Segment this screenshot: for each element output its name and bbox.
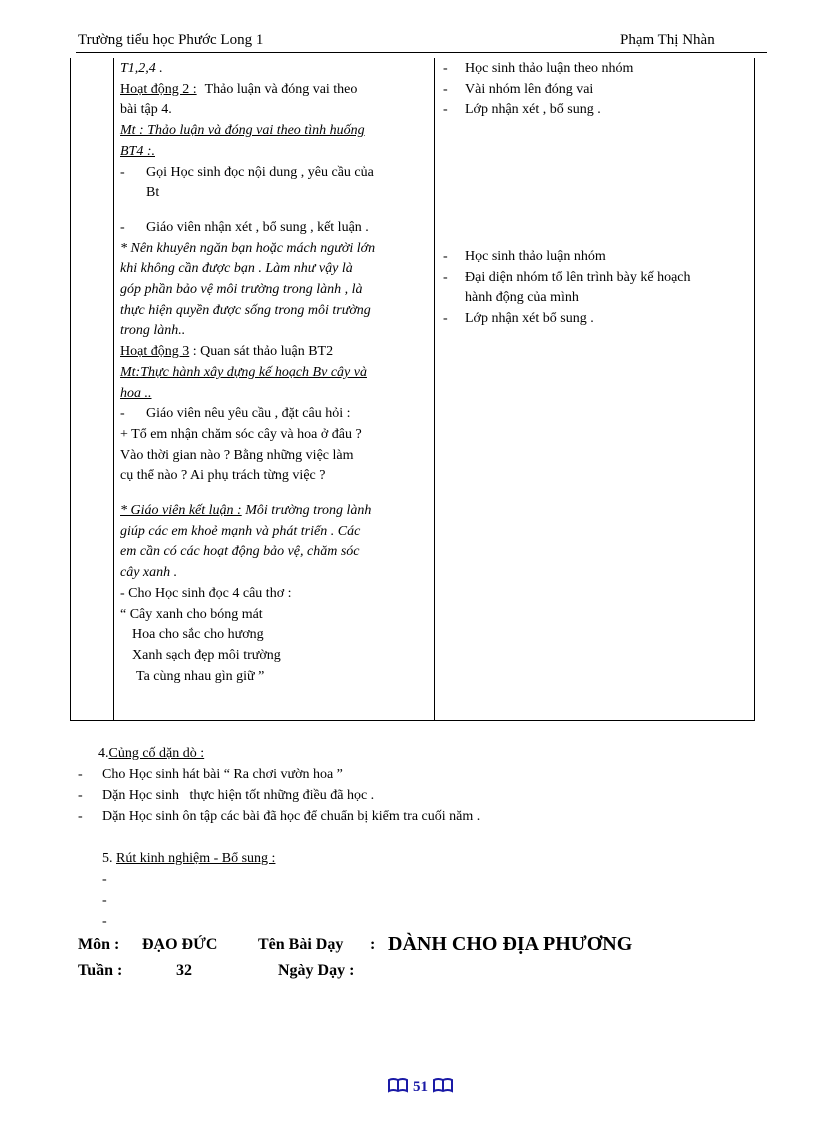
header-rule <box>76 52 767 53</box>
objective-line: BT4 :. <box>120 143 155 159</box>
page-number: 51 <box>413 1079 428 1095</box>
book-icon <box>433 1077 453 1098</box>
text-line: em cần có các hoạt động bảo vệ, chăm sóc <box>120 544 360 560</box>
lesson-label: Tên Bài Dạy <box>258 936 344 953</box>
text-line: thực hiện quyền được sống trong môi trường <box>120 302 371 318</box>
text-line: Vào thời gian nào ? Bằng những việc làm <box>120 447 354 463</box>
activity-2-heading: Hoạt động 2 : Thảo luận và đóng vai theo <box>120 81 358 97</box>
list-item: - Cho Học sinh hát bài “ Ra chơi vườn hoa ” <box>78 767 343 782</box>
poem-line: Ta cùng nhau gìn giữ ” <box>136 668 265 684</box>
week-value: 32 <box>176 962 192 979</box>
list-item: - Học sinh thảo luận theo nhóm <box>443 61 634 76</box>
section-4-title: 4.Củng cố dặn dò : <box>98 746 205 761</box>
subject-value: ĐẠO ĐỨC <box>142 936 218 953</box>
text-line: khi không cần được bạn . Làm như vậy là <box>120 261 353 277</box>
subject-label: Môn : <box>78 936 120 953</box>
blank-dash: - <box>102 893 107 908</box>
lesson-title: DÀNH CHO ĐỊA PHƯƠNG <box>388 933 633 955</box>
list-item: - Học sinh thảo luận nhóm <box>443 249 606 264</box>
section-4-list <box>78 764 758 827</box>
activity-3-heading: Hoạt động 3 : Quan sát thảo luận BT2 <box>120 344 334 360</box>
student-activities <box>443 59 750 121</box>
list-item: - Lớp nhận xét , bổ sung . <box>443 102 601 118</box>
list-item: - Vài nhóm lên đóng vai <box>443 81 594 97</box>
book-icon <box>388 1077 408 1098</box>
list-item: - Lớp nhận xét bổ sung . <box>443 311 594 327</box>
header-teacher: Phạm Thị Nhàn <box>620 32 715 48</box>
date-label: Ngày Dạy : <box>278 962 355 979</box>
text-line: cụ thể nào ? Ai phụ trách từng việc ? <box>120 468 326 484</box>
week-label: Tuần : <box>78 962 123 979</box>
poem-line: Hoa cho sắc cho hương <box>132 627 264 643</box>
text-line: - Cho Học sinh đọc 4 câu thơ : <box>120 585 292 601</box>
text-line: * Nên khuyên ngăn bạn hoặc mách người lớn <box>120 240 376 256</box>
text-line: cây xanh . <box>120 565 178 581</box>
lesson-colon: : <box>370 936 376 953</box>
text-line: giúp các em khoẻ mạnh và phát triển . Các <box>120 523 361 539</box>
text-line: Bt <box>146 185 160 201</box>
objective-line: hoa .. <box>120 385 152 401</box>
poem-line: Xanh sạch đẹp môi trường <box>132 647 281 663</box>
poem-line: “ Cây xanh cho bóng mát <box>120 606 263 622</box>
objective-line: Mt : Thảo luận và đóng vai theo tình huống <box>120 123 365 139</box>
list-item: - Giáo viên nhận xét , bổ sung , kết luận . <box>120 219 369 235</box>
teacher-activities <box>120 59 430 687</box>
list-item: - Dặn Học sinh thực hiện tốt những điều đã học . <box>78 788 375 803</box>
list-item: - Gọi Học sinh đọc nội dung , yêu cầu của <box>120 164 374 180</box>
header-school: Trường tiểu học Phước Long 1 <box>78 32 264 48</box>
blank-dash: - <box>102 872 107 887</box>
blank-dash: - <box>102 914 107 929</box>
text-line: + Tổ em nhận chăm sóc cây và hoa ở đâu ? <box>120 426 362 442</box>
objective-line: Mt:Thực hành xây dựng kế hoạch Bv cây và <box>120 364 367 380</box>
text-line: bài tập 4. <box>120 102 172 118</box>
list-item: - Dặn Học sinh ôn tập các bài đã học để chuẩn bị kiểm tra cuối năm . <box>78 809 481 824</box>
text-line: T1,2,4 . <box>120 61 163 76</box>
text-line: góp phần bảo vệ môi trường trong lành , là <box>120 282 363 298</box>
student-activities-2 <box>443 247 750 330</box>
page-footer <box>388 1077 453 1098</box>
text-line: hành động của mình <box>465 290 579 306</box>
section-5-title: 5. Rút kinh nghiệm - Bổ sung : <box>102 851 276 866</box>
list-item: - Đại diện nhóm tổ lên trình bày kế hoạch <box>443 269 691 285</box>
text-line: trong lành.. <box>120 323 186 339</box>
conclusion-line: * Giáo viên kết luận : Môi trường trong lành <box>120 503 372 519</box>
list-item: - Giáo viên nêu yêu cầu , đặt câu hỏi : <box>120 406 351 422</box>
